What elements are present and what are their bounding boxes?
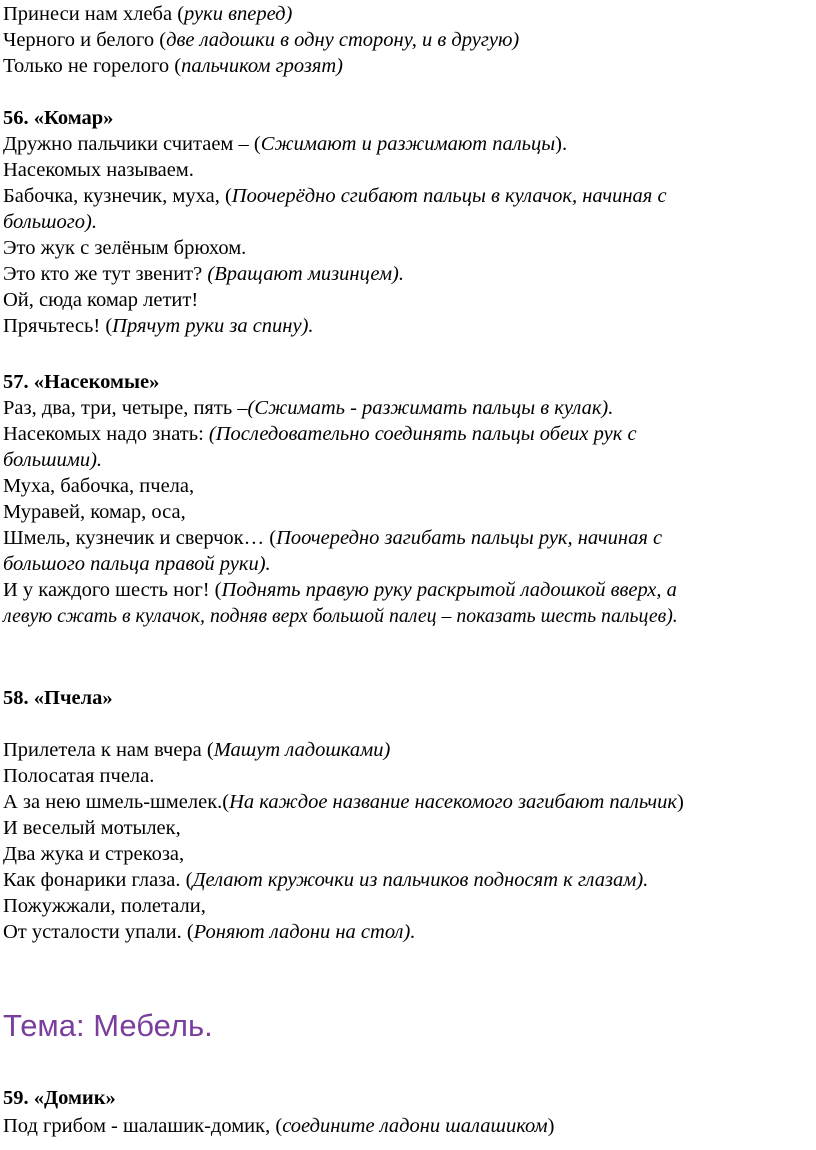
verse-line: Прячьтесь! (Прячут руки за спину). [3,315,314,337]
verse-line: Шмель, кузнечик и сверчок… (Поочередно загибать пальцы рук, начиная с [3,527,663,549]
verse-line: Насекомых называем. [3,159,194,181]
section-heading-57: 57. «Насекомые» [3,371,160,393]
verse-line: И у каждого шесть ног! (Поднять правую руку раскрытой ладошкой вверх, а [3,579,677,601]
verse-line: Как фонарики глаза. (Делают кружочки из пальчиков подносят к глазам). [3,869,649,891]
verse-line: Полосатая пчела. [3,765,155,787]
verse-line: Это жук с зелёным брюхом. [3,237,247,259]
verse-line: Пожужжали, полетали, [3,895,206,917]
verse-line: Под грибом - шалашик-домик, (соедините ладони шалашиком) [3,1115,555,1137]
verse-line: большого). [3,211,97,233]
verse-line: Бабочка, кузнечик, муха, (Поочерёдно сгибают пальцы в кулачок, начиная с [3,185,667,207]
verse-line: Ой, сюда комар летит! [3,289,199,311]
verse-line: Муравей, комар, оса, [3,501,186,523]
verse-line: Прилетела к нам вчера (Машут ладошками) [3,739,391,761]
verse-line: И веселый мотылек, [3,817,181,839]
verse-line: Черного и белого (две ладошки в одну сторону, и в другую) [3,29,520,51]
section-heading-58: 58. «Пчела» [3,687,113,709]
section-heading-59: 59. «Домик» [3,1087,116,1109]
verse-line: левую сжать в кулачок, подняв верх большой палец – показать шесть пальцев). [3,605,678,627]
verse-line: А за нею шмель-шмелек.(На каждое название насекомого загибают пальчик) [3,791,684,813]
verse-line: Насекомых надо знать: (Последовательно соединять пальцы обеих рук с [3,423,637,445]
section-heading-56: 56. «Комар» [3,107,114,129]
verse-line: Два жука и стрекоза, [3,843,185,865]
verse-line: От усталости упали. (Роняют ладони на стол). [3,921,416,943]
theme-heading: Тема: Мебель. [3,1008,213,1043]
verse-line: Муха, бабочка, пчела, [3,475,195,497]
verse-line: Раз, два, три, четыре, пять –(Сжимать - разжимать пальцы в кулак). [3,397,614,419]
verse-line: Это кто же тут звенит? (Вращают мизинцем). [3,263,404,285]
verse-line: Только не горелого (пальчиком грозят) [3,55,343,77]
verse-line: большими). [3,449,103,471]
verse-line: большого пальца правой руки). [3,553,271,575]
verse-line: Принеси нам хлеба (руки вперед) [3,3,293,25]
verse-line: Дружно пальчики считаем – (Сжимают и разжимают пальцы). [3,133,568,155]
